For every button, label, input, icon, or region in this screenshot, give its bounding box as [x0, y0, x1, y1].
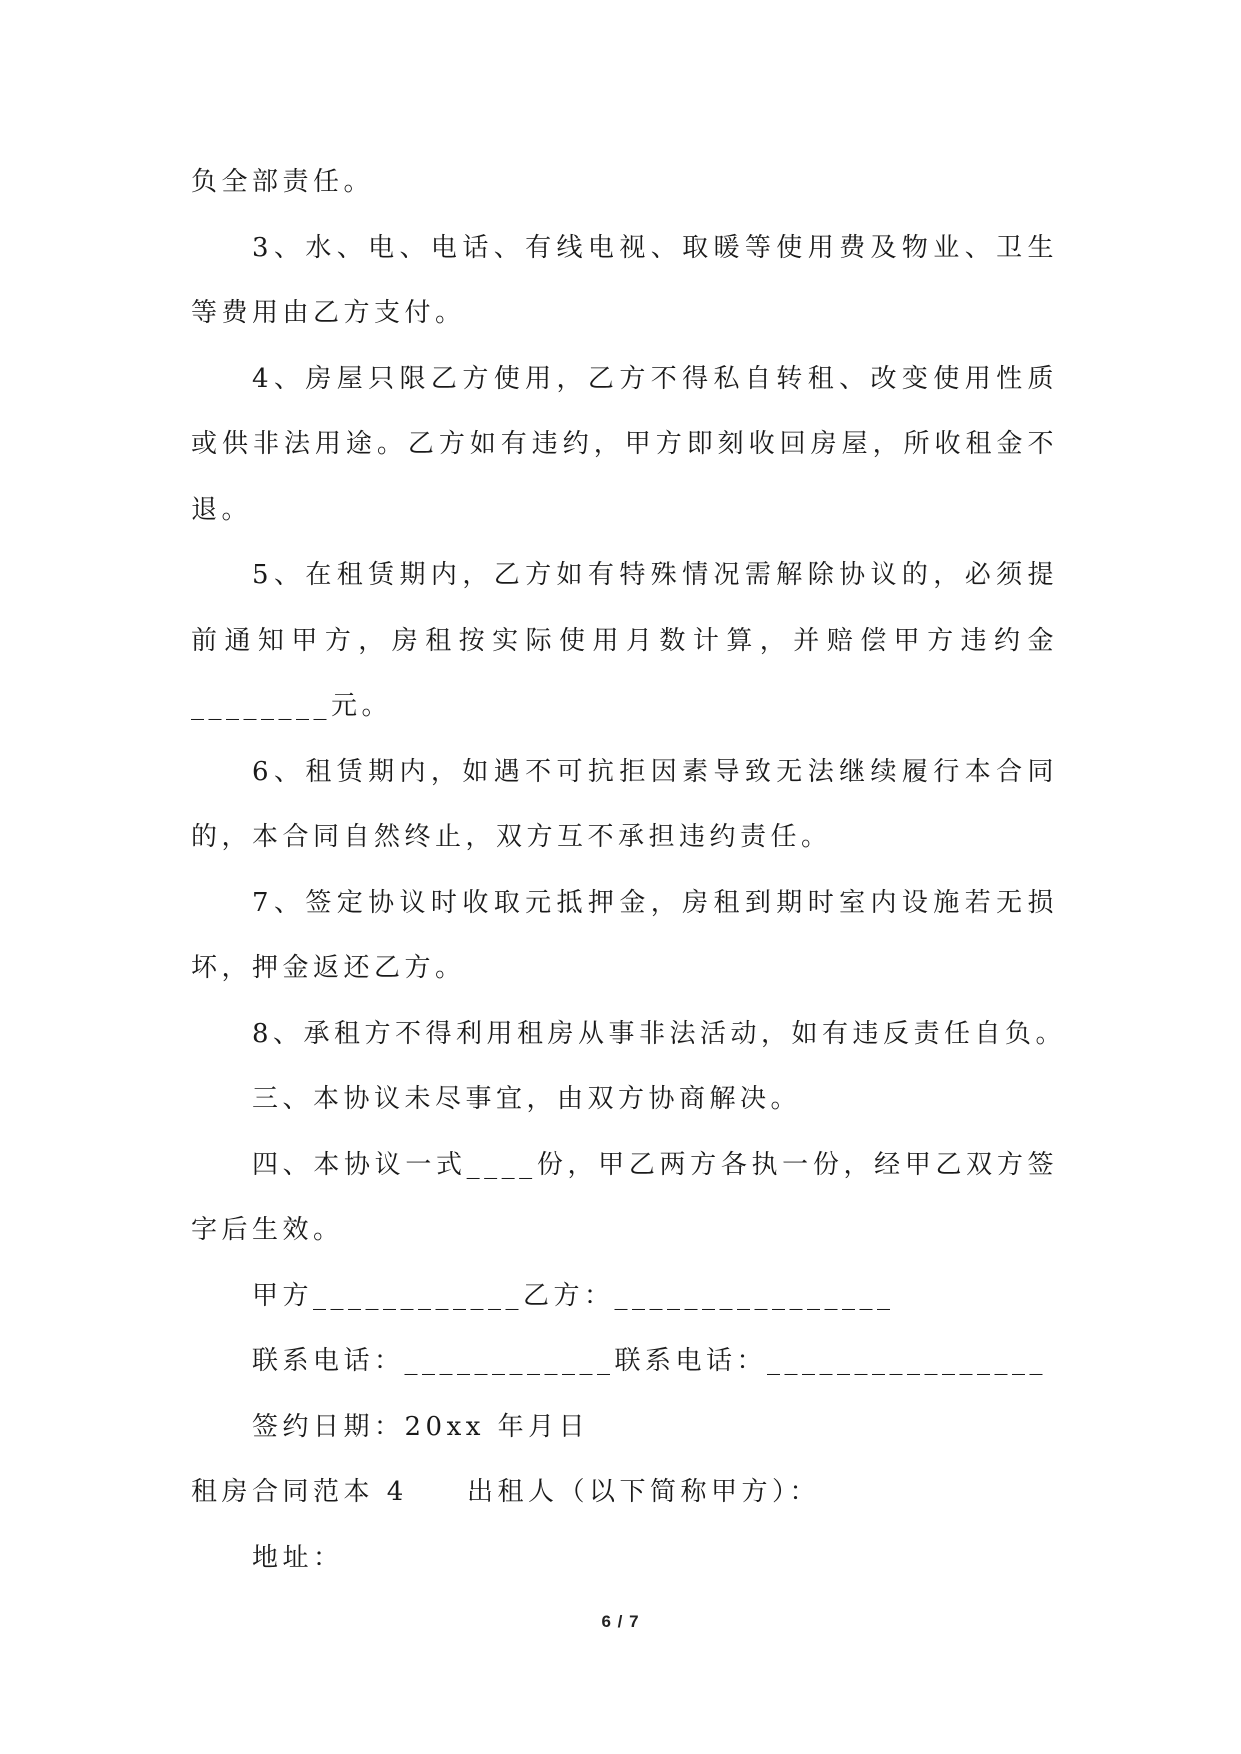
body-line: 坏，押金返还乙方。 [191, 953, 466, 983]
signature-phones: 联系电话：____________联系电话：________________ [252, 1346, 1048, 1376]
body-line: 或供非法用途。乙方如有违约，甲方即刻收回房屋，所收租金不 [191, 429, 1058, 459]
clause-7: 7、签定协议时收取元抵押金，房租到期时室内设施若无损 [252, 887, 1058, 918]
body-line: 前通知甲方，房租按实际使用月数计算，并赔偿甲方违约金 [191, 625, 1058, 656]
body-line: 字后生效。 [191, 1215, 344, 1245]
clause-3: 3、水、电、电话、有线电视、取暖等使用费及物业、卫生 [252, 232, 1058, 263]
section-title: 租房合同范本 4 [191, 1477, 408, 1507]
lessor-label: 出租人（以下简称甲方）： [467, 1477, 821, 1507]
body-line: ________元。 [191, 691, 393, 721]
clause-8: 8、承租方不得利用租房从事非法活动，如有违反责任自负。 [252, 1018, 1067, 1049]
body-line: 等费用由乙方支付。 [191, 298, 466, 328]
page-number: 6 / 7 [601, 1612, 640, 1631]
clause-4: 4、房屋只限乙方使用，乙方不得私自转租、改变使用性质 [252, 363, 1058, 394]
document-body [191, 150, 1067, 1591]
body-line: 退。 [191, 494, 253, 525]
article-4: 四、本协议一式____份，甲乙两方各执一份，经甲乙双方签 [252, 1149, 1058, 1180]
signature-date: 签约日期：20xx 年月日 [252, 1411, 590, 1442]
body-line: 负全部责任。 [191, 167, 375, 197]
clause-5: 5、在租赁期内，乙方如有特殊情况需解除协议的，必须提 [252, 560, 1058, 590]
article-3: 三、本协议未尽事宜，由双方协商解决。 [252, 1084, 802, 1114]
clause-6: 6、租赁期内，如遇不可抗拒因素导致无法继续履行本合同 [252, 756, 1058, 787]
body-line: 的，本合同自然终止，双方互不承担违约责任。 [191, 822, 832, 852]
signature-parties: 甲方____________乙方：________________ [252, 1280, 895, 1311]
address-label: 地址： [252, 1542, 344, 1573]
next-section-heading [191, 1460, 1058, 1526]
